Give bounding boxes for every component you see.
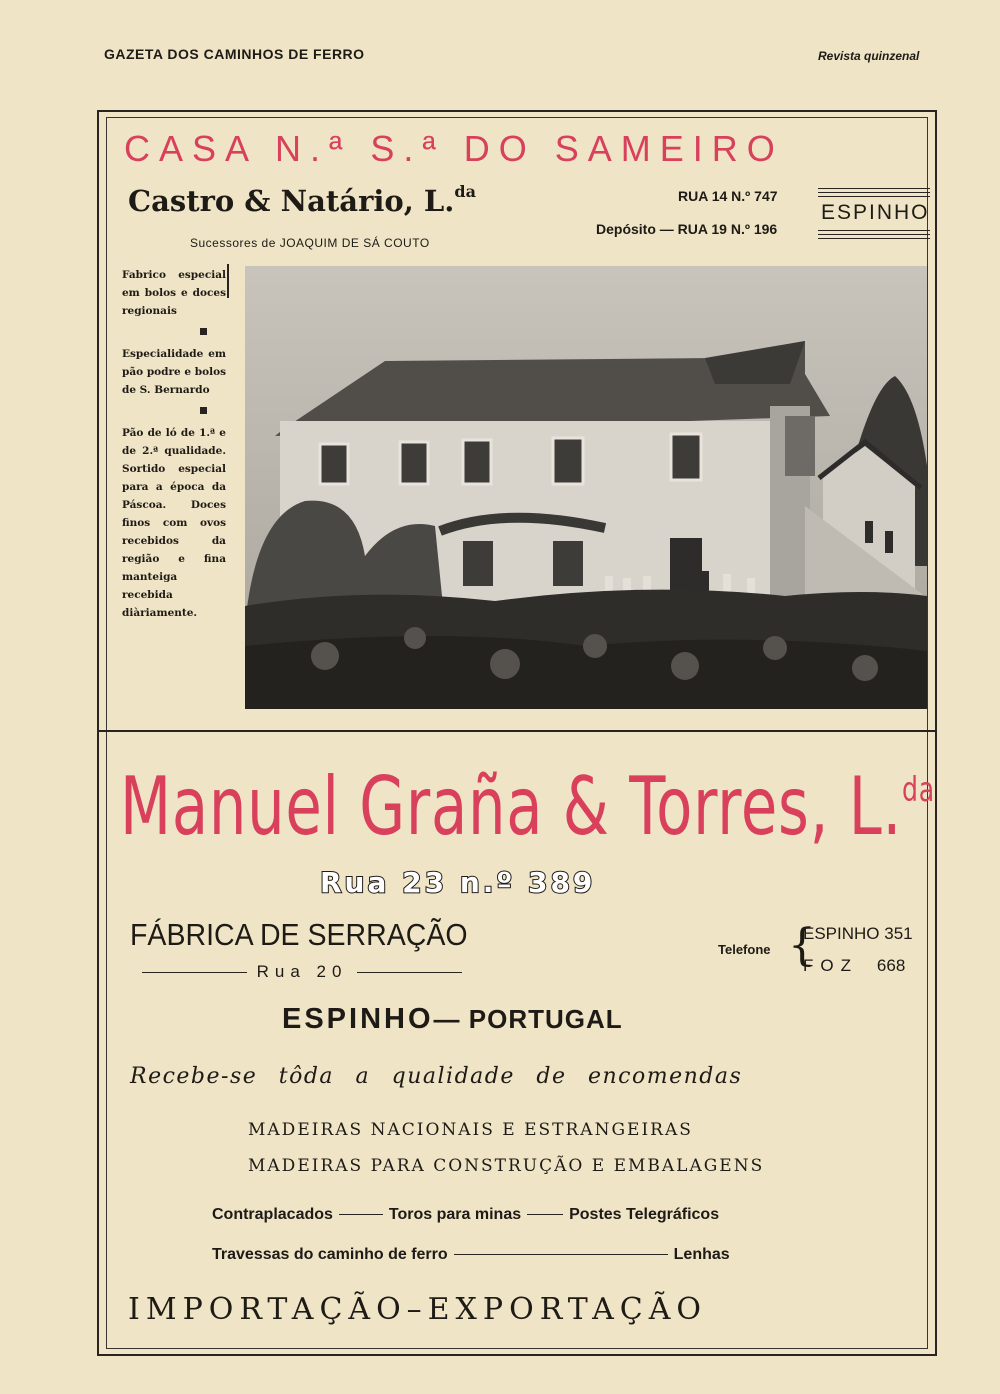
rule-right xyxy=(357,972,462,973)
magazine-subtitle: Revista quinzenal xyxy=(818,49,920,63)
side-text-3: Pão de ló de 1.ª e de 2.ª qualidade. Sortido especial para a época da Páscoa. Doces finos com ovos recebidos da região e fina manteiga recebida diàriamente. xyxy=(122,427,226,619)
ad1-city: ESPINHO xyxy=(821,201,930,224)
ad-divider xyxy=(97,730,937,732)
side-text-1: Fabrico especial em bolos e doces regionais xyxy=(122,269,226,317)
ad2-company: Manuel Graña & Torres, L.$^{da}$ xyxy=(120,760,935,853)
bullet-square-icon xyxy=(200,328,207,335)
ad1-company: Castro & Natário, L.$^{da}$ xyxy=(128,182,476,218)
ad2-factory-street: Rua 20 xyxy=(132,962,472,982)
ad2-products-2: Travessas do caminho de ferro Lenhas xyxy=(212,1246,730,1263)
ad1-side-column xyxy=(122,266,226,622)
ad2-line-1: MADEIRAS NACIONAIS E ESTRANGEIRAS xyxy=(248,1120,693,1140)
rule-left xyxy=(142,972,247,973)
bullet-square-icon xyxy=(200,407,207,414)
ad2-factory: FÁBRICA DE SERRAÇÃO xyxy=(130,917,468,952)
magazine-title: GAZETA DOS CAMINHOS DE FERRO xyxy=(104,46,365,62)
telefone-foz: FOZ 668 xyxy=(803,956,906,975)
telefone-espinho: ESPINHO 351 xyxy=(803,924,913,943)
ad2-receives: Recebe-se tôda a qualidade de encomendas xyxy=(130,1064,743,1089)
side-text-2: Especialidade em pão podre e bolos de S. Bernardo xyxy=(122,348,226,396)
ad2-line-2: MADEIRAS PARA CONSTRUÇÃO E EMBALAGENS xyxy=(248,1156,765,1176)
ad2-address: Rua 23 n.º 389 xyxy=(320,866,596,899)
ad1-city-box xyxy=(818,188,930,238)
ad2-products-1: Contraplacados Toros para minas Postes Telegráficos xyxy=(212,1206,720,1223)
ad2-location: ESPINHO— PORTUGAL xyxy=(282,1003,623,1035)
ad1-address: RUA 14 N.º 747 xyxy=(678,188,778,204)
factory-photo xyxy=(245,266,927,709)
ad2-footer: IMPORTAÇÃO–EXPORTAÇÃO xyxy=(128,1292,708,1327)
ad1-title: CASA N.ª S.ª DO SAMEIRO xyxy=(124,128,784,169)
telefone-label: Telefone xyxy=(718,942,771,957)
ad1-deposit: Depósito — RUA 19 N.º 196 xyxy=(596,221,778,237)
ad1-successors: Sucessores de JOAQUIM DE SÁ COUTO xyxy=(190,236,430,250)
side-rule xyxy=(227,264,229,298)
brace-icon: { xyxy=(788,920,816,971)
